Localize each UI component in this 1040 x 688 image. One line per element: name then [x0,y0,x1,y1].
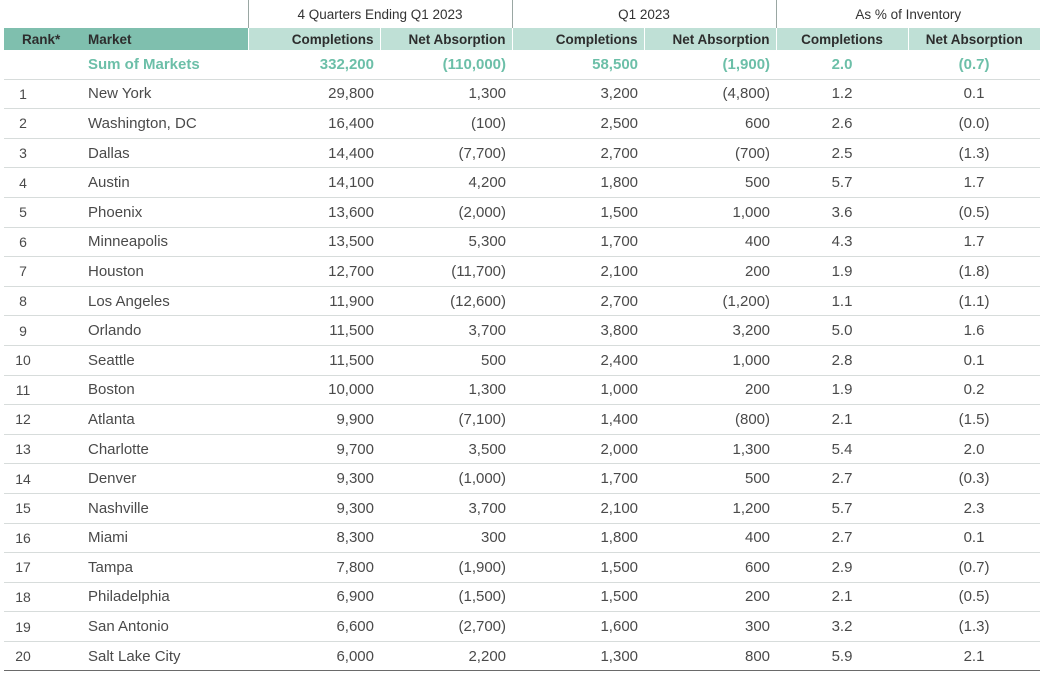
completions-pct-cell: 1.2 [776,79,908,109]
completions-4q-cell: 6,900 [248,582,380,612]
absorption-q1-cell: 500 [644,168,776,198]
table-row [4,79,1040,109]
completions-pct-cell: 5.0 [776,316,908,346]
column-header-absorption-pct: Net Absorption [908,28,1040,50]
completions-pct-cell: 2.7 [776,523,908,553]
rank-cell: 18 [4,582,80,612]
market-cell: Washington, DC [80,109,248,139]
absorption-4q-cell: 300 [380,523,512,553]
group-header-q1: Q1 2023 [512,0,776,28]
sum-absorption-4q: (110,000) [380,50,512,79]
table-row [4,523,1040,553]
completions-pct-cell: 1.1 [776,286,908,316]
absorption-4q-cell: 2,200 [380,641,512,671]
absorption-4q-cell: (1,500) [380,582,512,612]
table-row [4,641,1040,671]
completions-q1-cell: 1,000 [512,375,644,405]
completions-4q-cell: 8,300 [248,523,380,553]
market-cell: Seattle [80,345,248,375]
column-header-market: Market [80,28,248,50]
completions-pct-cell: 5.9 [776,641,908,671]
completions-4q-cell: 9,700 [248,434,380,464]
completions-4q-cell: 16,400 [248,109,380,139]
table-row [4,286,1040,316]
absorption-4q-cell: 3,700 [380,493,512,523]
absorption-4q-cell: 5,300 [380,227,512,257]
rank-cell: 17 [4,553,80,583]
sum-rank-cell [4,50,80,79]
completions-pct-cell: 2.6 [776,109,908,139]
completions-pct-cell: 3.2 [776,612,908,642]
table-row [4,138,1040,168]
completions-4q-cell: 9,900 [248,405,380,435]
absorption-pct-cell: 1.7 [908,168,1040,198]
absorption-4q-cell: 3,700 [380,316,512,346]
completions-q1-cell: 2,500 [512,109,644,139]
absorption-4q-cell: 1,300 [380,375,512,405]
completions-4q-cell: 14,100 [248,168,380,198]
absorption-q1-cell: 1,300 [644,434,776,464]
absorption-pct-cell: (1.8) [908,257,1040,287]
absorption-4q-cell: 1,300 [380,79,512,109]
absorption-4q-cell: (2,700) [380,612,512,642]
rank-cell: 3 [4,138,80,168]
table-row [4,345,1040,375]
absorption-q1-cell: 500 [644,464,776,494]
sum-completions-q1: 58,500 [512,50,644,79]
completions-q1-cell: 2,700 [512,138,644,168]
column-header-completions-4q: Completions [248,28,380,50]
completions-q1-cell: 1,600 [512,612,644,642]
absorption-q1-cell: 1,000 [644,345,776,375]
absorption-pct-cell: 0.1 [908,523,1040,553]
completions-4q-cell: 13,500 [248,227,380,257]
completions-4q-cell: 10,000 [248,375,380,405]
sum-label: Sum of Markets [80,50,248,79]
absorption-q1-cell: 400 [644,523,776,553]
rank-cell: 10 [4,345,80,375]
rank-cell: 12 [4,405,80,435]
absorption-pct-cell: 2.1 [908,641,1040,671]
completions-pct-cell: 5.7 [776,493,908,523]
absorption-4q-cell: 4,200 [380,168,512,198]
completions-q1-cell: 3,800 [512,316,644,346]
absorption-q1-cell: 800 [644,641,776,671]
market-cell: Atlanta [80,405,248,435]
completions-pct-cell: 1.9 [776,257,908,287]
table-row [4,316,1040,346]
completions-pct-cell: 2.1 [776,405,908,435]
sum-absorption-q1: (1,900) [644,50,776,79]
absorption-q1-cell: (800) [644,405,776,435]
absorption-pct-cell: 1.7 [908,227,1040,257]
rank-cell: 14 [4,464,80,494]
table-row [4,405,1040,435]
completions-pct-cell: 2.8 [776,345,908,375]
absorption-pct-cell: (0.3) [908,464,1040,494]
markets-table [4,0,1040,671]
absorption-q1-cell: 200 [644,257,776,287]
absorption-q1-cell: 600 [644,553,776,583]
rank-cell: 2 [4,109,80,139]
absorption-pct-cell: 0.1 [908,79,1040,109]
completions-q1-cell: 1,400 [512,405,644,435]
completions-4q-cell: 11,900 [248,286,380,316]
completions-pct-cell: 2.7 [776,464,908,494]
market-cell: Austin [80,168,248,198]
completions-q1-cell: 1,300 [512,641,644,671]
completions-q1-cell: 3,200 [512,79,644,109]
table-row [4,493,1040,523]
absorption-4q-cell: (7,700) [380,138,512,168]
completions-q1-cell: 1,700 [512,464,644,494]
market-cell: San Antonio [80,612,248,642]
table-row [4,257,1040,287]
completions-4q-cell: 9,300 [248,493,380,523]
rank-cell: 19 [4,612,80,642]
sum-completions-pct: 2.0 [776,50,908,79]
completions-pct-cell: 2.9 [776,553,908,583]
completions-4q-cell: 11,500 [248,316,380,346]
market-cell: Boston [80,375,248,405]
market-cell: Phoenix [80,197,248,227]
table-row [4,227,1040,257]
absorption-pct-cell: (1.1) [908,286,1040,316]
absorption-q1-cell: 3,200 [644,316,776,346]
table-row [4,109,1040,139]
completions-pct-cell: 5.4 [776,434,908,464]
completions-4q-cell: 14,400 [248,138,380,168]
completions-pct-cell: 5.7 [776,168,908,198]
rank-cell: 20 [4,641,80,671]
market-cell: New York [80,79,248,109]
absorption-pct-cell: 0.1 [908,345,1040,375]
table-row [4,553,1040,583]
completions-q1-cell: 2,100 [512,493,644,523]
absorption-q1-cell: 400 [644,227,776,257]
table-row [4,168,1040,198]
completions-q1-cell: 2,400 [512,345,644,375]
table-row [4,375,1040,405]
column-header-absorption-q1: Net Absorption [644,28,776,50]
rank-cell: 6 [4,227,80,257]
group-header-pct: As % of Inventory [855,6,962,22]
completions-4q-cell: 29,800 [248,79,380,109]
absorption-4q-cell: (2,000) [380,197,512,227]
column-header-row [4,28,1040,50]
completions-pct-cell: 4.3 [776,227,908,257]
completions-4q-cell: 7,800 [248,553,380,583]
completions-q1-cell: 1,500 [512,553,644,583]
absorption-q1-cell: 1,200 [644,493,776,523]
completions-q1-cell: 1,500 [512,197,644,227]
market-cell: Miami [80,523,248,553]
table-row [4,464,1040,494]
absorption-pct-cell: 0.2 [908,375,1040,405]
absorption-4q-cell: (1,900) [380,553,512,583]
market-cell: Minneapolis [80,227,248,257]
completions-pct-cell: 3.6 [776,197,908,227]
completions-q1-cell: 2,100 [512,257,644,287]
market-cell: Los Angeles [80,286,248,316]
rank-cell: 8 [4,286,80,316]
absorption-pct-cell: (0.7) [908,553,1040,583]
absorption-4q-cell: (1,000) [380,464,512,494]
absorption-4q-cell: 500 [380,345,512,375]
completions-q1-cell: 1,700 [512,227,644,257]
absorption-4q-cell: (100) [380,109,512,139]
rank-cell: 15 [4,493,80,523]
absorption-pct-cell: 1.6 [908,316,1040,346]
absorption-q1-cell: 1,000 [644,197,776,227]
rank-cell: 1 [4,79,80,109]
group-header-blank [4,0,248,28]
absorption-pct-cell: (0.5) [908,582,1040,612]
table-row [4,612,1040,642]
market-cell: Charlotte [80,434,248,464]
market-cell: Denver [80,464,248,494]
completions-4q-cell: 9,300 [248,464,380,494]
absorption-q1-cell: (700) [644,138,776,168]
absorption-4q-cell: 3,500 [380,434,512,464]
market-cell: Philadelphia [80,582,248,612]
absorption-pct-cell: 2.0 [908,434,1040,464]
table-row [4,197,1040,227]
rank-cell: 13 [4,434,80,464]
market-cell: Tampa [80,553,248,583]
rank-cell: 16 [4,523,80,553]
completions-q1-cell: 2,000 [512,434,644,464]
completions-q1-cell: 2,700 [512,286,644,316]
absorption-pct-cell: (0.0) [908,109,1040,139]
rank-cell: 5 [4,197,80,227]
completions-q1-cell: 1,500 [512,582,644,612]
completions-4q-cell: 12,700 [248,257,380,287]
absorption-4q-cell: (11,700) [380,257,512,287]
absorption-4q-cell: (12,600) [380,286,512,316]
column-header-absorption-4q: Net Absorption [380,28,512,50]
rank-cell: 4 [4,168,80,198]
absorption-q1-cell: (4,800) [644,79,776,109]
absorption-pct-cell: 2.3 [908,493,1040,523]
market-cell: Nashville [80,493,248,523]
absorption-pct-cell: (1.3) [908,138,1040,168]
absorption-q1-cell: 200 [644,375,776,405]
completions-4q-cell: 11,500 [248,345,380,375]
absorption-pct-cell: (0.5) [908,197,1040,227]
group-header-4q: 4 Quarters Ending Q1 2023 [248,0,512,28]
rank-cell: 9 [4,316,80,346]
table-row [4,582,1040,612]
rank-cell: 11 [4,375,80,405]
absorption-q1-cell: 200 [644,582,776,612]
table-body [4,50,1040,671]
absorption-q1-cell: 300 [644,612,776,642]
column-header-rank: Rank* [4,28,80,50]
column-header-completions-q1: Completions [512,28,644,50]
group-header-row [4,0,1040,28]
completions-pct-cell: 2.5 [776,138,908,168]
absorption-pct-cell: (1.5) [908,405,1040,435]
completions-pct-cell: 1.9 [776,375,908,405]
column-header-completions-pct: Completions [776,28,908,50]
completions-pct-cell: 2.1 [776,582,908,612]
completions-q1-cell: 1,800 [512,168,644,198]
sum-absorption-pct: (0.7) [908,50,1040,79]
absorption-4q-cell: (7,100) [380,405,512,435]
absorption-q1-cell: 600 [644,109,776,139]
market-cell: Salt Lake City [80,641,248,671]
completions-q1-cell: 1,800 [512,523,644,553]
market-cell: Dallas [80,138,248,168]
completions-4q-cell: 6,000 [248,641,380,671]
absorption-pct-cell: (1.3) [908,612,1040,642]
completions-4q-cell: 13,600 [248,197,380,227]
completions-4q-cell: 6,600 [248,612,380,642]
absorption-q1-cell: (1,200) [644,286,776,316]
sum-completions-4q: 332,200 [248,50,380,79]
market-cell: Houston [80,257,248,287]
sum-row [4,50,1040,79]
table-row [4,434,1040,464]
rank-cell: 7 [4,257,80,287]
market-cell: Orlando [80,316,248,346]
